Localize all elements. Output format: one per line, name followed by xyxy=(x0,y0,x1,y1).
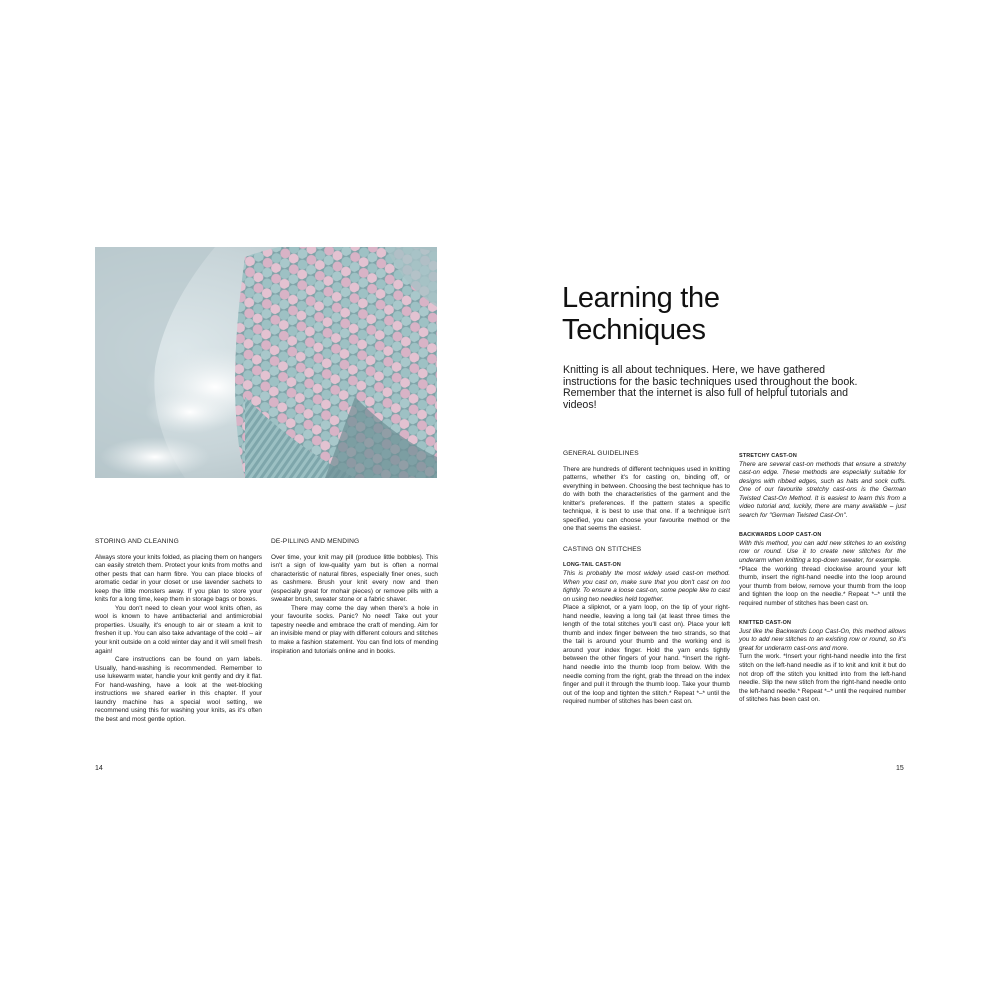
longtail-heading: LONG-TAIL CAST-ON xyxy=(563,562,621,569)
storing-cleaning-column xyxy=(95,538,262,724)
longtail-italic: This is probably the most widely used cast-on method. When you cast on, make sure that you don't cast on too tightly. To ensure a loose cast-on, some people like to cast on using two needles held together. xyxy=(563,570,730,603)
page-number-left: 14 xyxy=(95,765,103,772)
knitted-heading: KNITTED CAST-ON xyxy=(739,620,792,627)
knitted-paragraph: Turn the work. *Insert your right-hand needle into the first stitch on the left-hand needle as if to knit and knit it but do not drop off the stitch you knitted into from the left-hand needle. Slip the new stitch from the right-hand needle onto the left-hand needle.* Repeat *–* until the required number of stitches has been cast on. xyxy=(739,653,906,704)
cast-on-methods-column xyxy=(739,450,906,705)
backwards-paragraph: *Place the working thread clockwise around your left thumb, insert the right-hand needle into the loop around your thumb from below, remove your thumb from the loop and tighten the loop on the needle.* Repeat *–* until the required number of stitches has been cast on. xyxy=(739,565,906,607)
storing-paragraph: Care instructions can be found on yarn labels. Usually, hand-washing is recommended. Remember to use lukewarm water, handle your knit gently and dry it flat. For hand-washing, have a look at the wet-blocking instructions we shared earlier in this chapter. If your laundry machine has a special wool setting, we recommend using this for washing your knits, as it's often the best and most gentle option. xyxy=(95,656,262,723)
page-number-right: 15 xyxy=(896,765,904,772)
guidelines-column xyxy=(563,450,730,707)
casting-heading: CASTING ON STITCHES xyxy=(563,545,642,553)
general-paragraph: There are hundreds of different techniques used in knitting patterns, whether it's for casting on, binding off, or everything in between. Choosing the best technique has to do with both the characteristics of the garment and the knitter's preferences. If the pattern states a specific technique, it is best to use that one. If a technique isn't specified, you can choose your favourite method or the one that seems the easiest. xyxy=(563,465,730,533)
title-line-1: Learning the xyxy=(562,282,720,314)
stretchy-italic: There are several cast-on methods that ensure a stretchy cast-on edge. These methods are especially suitable for designs with ribbed edges, such as hats and sock cuffs. One of our favourite stretchy cast-ons is the German Twisted Cast-On Method. It is easiest to learn this from a video tutorial and, luckily, there are many available – just search for "German Twisted Cast-On". xyxy=(739,460,906,519)
backwards-heading: BACKWARDS LOOP CAST-ON xyxy=(739,532,822,539)
general-heading: GENERAL GUIDELINES xyxy=(563,450,639,457)
storing-paragraph: You don't need to clean your wool knits often, as wool is known to have antibacterial and antimicrobial properties. Usually, it's enough to air or steam a knit to freshen it up. You can also take advantage of the cold – air your knit outside on a cold winter day and it will smell fresh again! xyxy=(95,604,262,655)
longtail-paragraph: Place a slipknot, or a yarn loop, on the tip of your right-hand needle, leaving a long tail (at least three times the length of the total stitches you'll cast on). Place your left thumb and index finger between the two strands, so that the tail is around your thumb and the working end is around your index finger. Hold the yarn ends tightly between the other fingers of your hand. *Insert the right-hand needle into the thumb loop from below. With the needle coming from the right, grab the thread on the index finger and pull it through the thumb loop. Take your thumb out of the loop and tighten the stitch.* Repeat *–* until the required number of stitches has been cast on. xyxy=(563,604,730,706)
intro-paragraph: Knitting is all about techniques. Here, we have gathered instructions for the basic techniques used throughout the book. Remember that the internet is also full of helpful tutorials and videos! xyxy=(563,364,858,411)
stretchy-heading: STRETCHY CAST-ON xyxy=(739,453,797,459)
title-line-2: Techniques xyxy=(562,314,706,346)
backwards-italic: With this method, you can add new stitches to an existing row or round. Use it to create new stitches for the underarm when knitting a top-down sweater, for example. xyxy=(739,539,906,565)
depilling-paragraph: There may come the day when there's a hole in your favourite socks. Panic? No need! Take out your tapestry needle and embrace the craft of mending. Aim for an invisible mend or play with different colours and stitches to make a fashion statement. You can find lots of mending inspiration and tutorials online and in books. xyxy=(271,604,438,655)
storing-paragraph: Always store your knits folded, as placing them on hangers can easily stretch them. Protect your knits from moths and other pests that can harm fibre. You can place blocks of aromatic cedar in your closet or use lavender sachets to keep the little monsters away. If you plan to store your knits for a long time, keep them in storage bags or boxes. xyxy=(95,553,262,604)
knitted-italic: Just like the Backwards Loop Cast-On, this method allows you to add new stitches to an existing row or round, so it's great for underarm cast-ons and more. xyxy=(739,627,906,652)
knit-in-wash-water-photo-icon xyxy=(95,247,437,478)
page-title xyxy=(562,282,720,346)
depilling-heading: DE-PILLING AND MENDING xyxy=(271,538,360,545)
storing-heading: STORING AND CLEANING xyxy=(95,538,179,545)
knit-photo xyxy=(95,247,437,478)
depilling-column xyxy=(271,538,438,656)
depilling-paragraph: Over time, your knit may pill (produce little bobbles). This isn't a sign of low-quality yarn but is often a normal characteristic of natural fibres, especially finer ones, such as cashmere. Brush your knit every now and then (especially great for mohair pieces) or remove pills with a sweater brush, sweater stone or a fabric shaver. xyxy=(271,553,438,604)
